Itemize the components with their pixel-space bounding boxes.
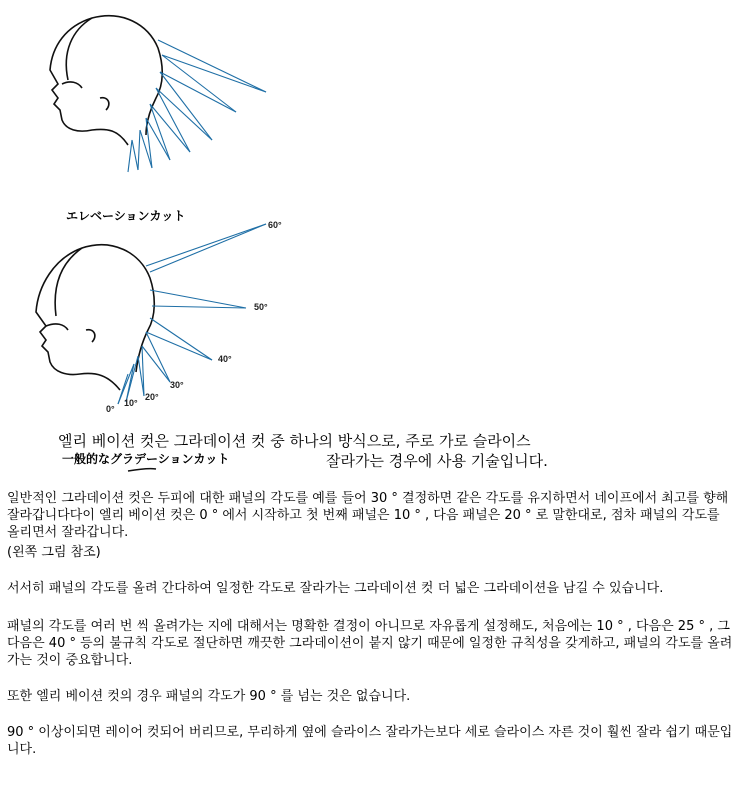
paragraph-4: 또한 엘리 베이션 컷의 경우 패널의 각도가 90 ° 를 넘는 것은 없습니다. (7, 689, 411, 704)
angle-label-50: 50° (254, 302, 268, 312)
angle-label-0: 0° (106, 404, 115, 414)
angle-label-60: 60° (268, 220, 282, 230)
panel-lines-bottom (118, 224, 266, 404)
panel-lines-top (128, 40, 266, 172)
angle-label-40: 40° (218, 354, 232, 364)
paragraph-5: 90 ° 이상이되면 레이어 컷되어 버리므로, 무리하게 옆에 슬라이스 잘라가는보다 세로 슬라이스 자른 것이 훨씬 잘라 쉽기 때문입니다. (7, 725, 733, 757)
caption-line-1: 엘리 베이션 컷은 그라데이션 컷 중 하나의 방식으로, 주로 가로 슬라이스 (58, 432, 531, 450)
figure-label-general: 一般的なグラデーションカット (62, 452, 230, 466)
head-profile-bottom (36, 245, 154, 390)
angle-label-30: 30° (170, 380, 184, 390)
figure-label-elevation: エレベーションカット (66, 209, 186, 223)
paragraph-2: 서서히 패널의 각도를 올려 간다하여 일정한 각도로 잘라가는 그라데이션 컷 더 넓은 그라데이션을 남길 수 있습니다. (7, 581, 664, 596)
angle-label-10: 10° (124, 398, 138, 408)
paragraph-3: 패널의 각도를 여러 번 씩 올려가는 지에 대해서는 명확한 결정이 아니므로 자유롭게 설정해도, 처음에는 10 ° , 다음은 25 ° , 그 다음은 40 ° 등의 불규칙 각도로 절단하면 깨끗한 그라데이션이 붙지 않기 때문에 일정한 규칙성을 갖게하고, 패널의 각도를 올려가는 것이 중요합니다. (7, 619, 733, 668)
angle-label-20: 20° (145, 392, 159, 402)
head-profile-top (50, 16, 162, 145)
paragraph-1: 일반적인 그라데이션 컷은 두피에 대한 패널의 각도를 예를 들어 30 ° 결정하면 같은 각도를 유지하면서 네이프에서 최고를 향해 잘라갑니다다이 엘리 베이션 컷은 0 ° 에서 시작하고 첫 번째 패널은 10 ° , 다음 패널은 20 ° 로 말한대로, 점차 패널의 각도를 올리면서 잘라갑니다. (7, 491, 729, 540)
paragraph-1-note: (왼쪽 그림 참조) (7, 545, 101, 560)
caption-line-2: 잘라가는 경우에 사용 기술입니다. (326, 452, 548, 470)
